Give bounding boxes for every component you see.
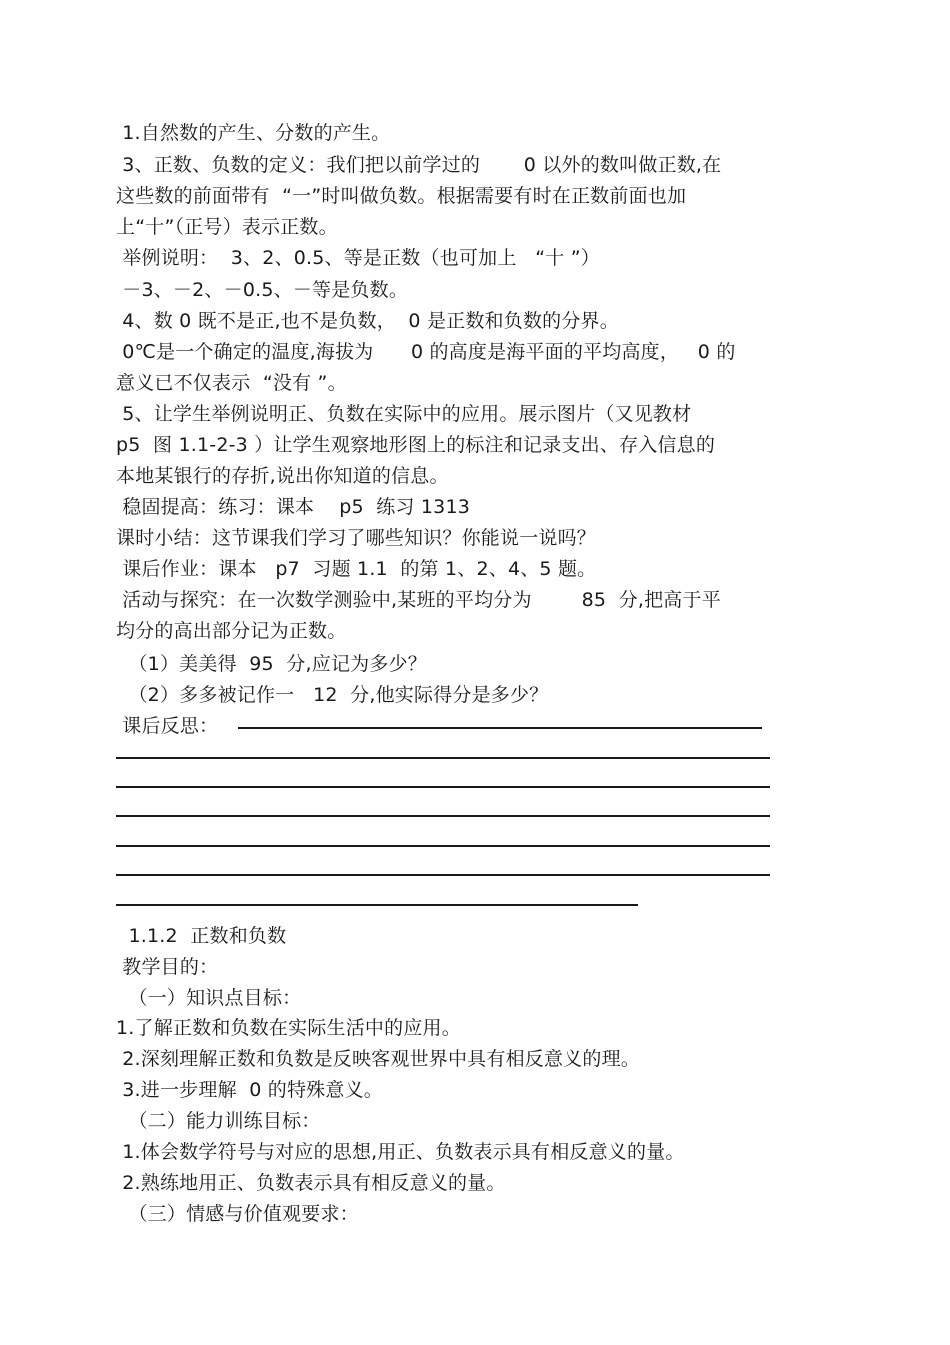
reflection-blank-line bbox=[116, 757, 770, 759]
text-line: 这些数的前面带有 “一”时叫做负数。根据需要有时在正数前面也加 bbox=[116, 185, 687, 207]
text-line: 1.自然数的产生、分数的产生。 bbox=[116, 122, 391, 144]
text-line: 4、数 0 既不是正,也不是负数， 0 是正数和负数的分界。 bbox=[116, 310, 619, 332]
text-line: 稳固提高：练习：课本 p5 练习 1313 bbox=[116, 496, 471, 518]
text-line: 课时小结：这节课我们学习了哪些知识？你能说一说吗？ bbox=[116, 527, 597, 549]
text-line: （三）情感与价值观要求： bbox=[116, 1203, 359, 1225]
reflection-blank-line bbox=[116, 874, 770, 876]
reflection-blank-line bbox=[116, 904, 638, 906]
text-line: 本地某银行的存折,说出你知道的信息。 bbox=[116, 465, 449, 487]
text-line: 1.体会数学符号与对应的思想,用正、负数表示具有相反意义的量。 bbox=[116, 1141, 685, 1163]
text-line: 活动与探究：在一次数学测验中,某班的平均分为 85 分,把高于平 bbox=[116, 589, 721, 611]
reflection-blank-line bbox=[116, 786, 770, 788]
text-line: （二）能力训练目标： bbox=[116, 1110, 321, 1132]
text-line: 上“十”（正号）表示正数。 bbox=[116, 216, 338, 238]
text-line: 3.进一步理解 0 的特殊意义。 bbox=[116, 1079, 383, 1101]
section-heading: 1.1.2 正数和负数 bbox=[116, 925, 287, 947]
reflection-blank-line bbox=[116, 815, 770, 817]
text-line: 0℃是一个确定的温度,海拔为 0 的高度是海平面的平均高度， 0 的 bbox=[116, 341, 736, 363]
text-line: 1.了解正数和负数在实际生活中的应用。 bbox=[116, 1017, 461, 1039]
text-line: 2.熟练地用正、负数表示具有相反意义的量。 bbox=[116, 1172, 506, 1194]
reflection-blank-line bbox=[238, 727, 762, 729]
reflection-blank-line bbox=[116, 845, 770, 847]
text-line: 2.深刻理解正数和负数是反映客观世界中具有相反意义的理。 bbox=[116, 1048, 640, 1070]
text-line: p5 图 1.1-2-3 ）让学生观察地形图上的标注和记录支出、存入信息的 bbox=[116, 434, 716, 456]
text-line: －3、－2、－0.5、－等是负数。 bbox=[116, 279, 409, 301]
text-line: 5、让学生举例说明正、负数在实际中的应用。展示图片（又见教材 bbox=[116, 403, 692, 425]
reflection-label: 课后反思： bbox=[116, 715, 219, 737]
text-line: 举例说明： 3、2、0.5、等是正数（也可加上 “十 ”） bbox=[116, 247, 600, 269]
text-line: （1）美美得 95 分,应记为多少？ bbox=[116, 653, 427, 675]
text-line: 课后作业：课本 p7 习题 1.1 的第 1、2、4、5 题。 bbox=[116, 558, 597, 580]
text-line: 3、正数、负数的定义：我们把以前学过的 0 以外的数叫做正数,在 bbox=[116, 154, 722, 176]
text-line: 意义已不仅表示 “没有 ”。 bbox=[116, 372, 347, 394]
text-line: 教学目的： bbox=[116, 956, 219, 978]
text-line: （一）知识点目标： bbox=[116, 987, 302, 1009]
text-line: 均分的高出部分记为正数。 bbox=[116, 620, 347, 642]
text-line: （2）多多被记作一 12 分,他实际得分是多少？ bbox=[116, 684, 549, 706]
